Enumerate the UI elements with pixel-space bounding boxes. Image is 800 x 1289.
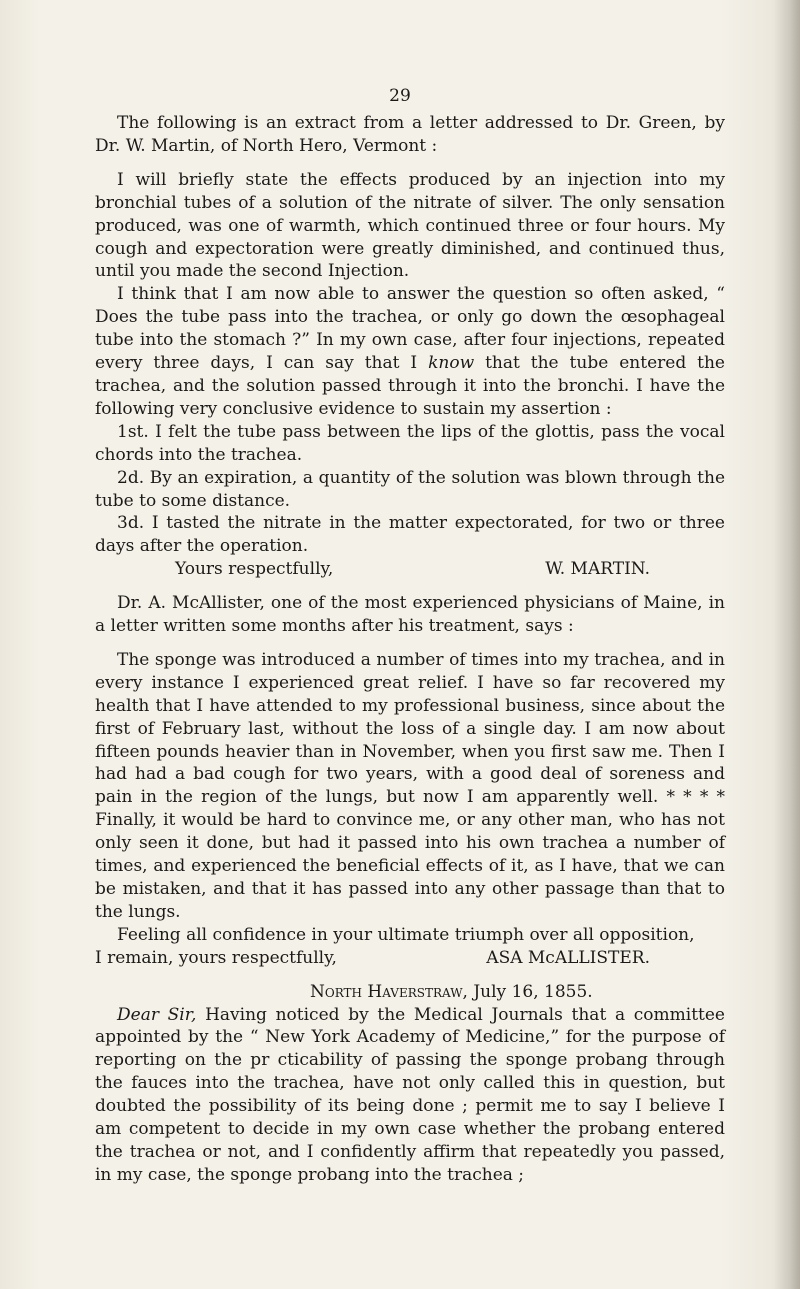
martin-signature-line	[95, 558, 725, 581]
martin-paragraph-2-start: I think that I am now able to answer the question so often asked, “ Does the tube pass into the trachea, or only go down the œsophageal tube into the stomach ?” In my own case, after four injections, repeated every three days, I can say that I	[95, 284, 725, 374]
dateline-place: North Haverstraw	[310, 981, 463, 1002]
page-body	[95, 112, 725, 1187]
third-letter-body	[95, 1004, 725, 1187]
evidence-item-2: 2d. By an expiration, a quantity of the solution was blown through the tube to some distance.	[95, 467, 725, 511]
mcallister-intro: Dr. A. McAllister, one of the most experienced physicians of Maine, in a letter written some months after his treatment, says :	[95, 593, 725, 637]
martin-paragraph-2	[95, 283, 725, 420]
mcallister-signature: ASA McALLISTER.	[486, 947, 650, 968]
evidence-item-1: 1st. I felt the tube pass between the lips of the glottis, pass the vocal chords into the trachea.	[95, 421, 725, 465]
mcallister-letter	[95, 649, 725, 970]
martin-paragraph-2-end: that the tube entered the trachea, and the solution passed through it into the bronchi. I have the following very conclusive evidence to sustain my assertion :	[95, 353, 725, 419]
page-number: 29	[389, 86, 411, 106]
emphasis-know: know	[428, 353, 475, 374]
martin-closing: Yours respectfully,	[175, 559, 334, 580]
mcallister-signature-line	[95, 947, 725, 970]
evidence-item-3: 3d. I tasted the nitrate in the matter expectorated, for two or three days after the operation.	[95, 513, 725, 557]
martin-letter	[95, 169, 725, 581]
dateline	[95, 981, 725, 1004]
page-edge-shadow	[774, 0, 800, 1289]
mcallister-paragraph-1: The sponge was introduced a number of times into my trachea, and in every instance I experienced great relief. I have so far recovered my health that I have attended to my professional business, since about the first of February last, without the loss of a single day. I am now about fifteen pounds heavier than in November, when you first saw me. Then I had had a bad cough for two years, with a good deal of soreness and pain in the region of the lungs, but now I am apparently well. * * * * Finally, it would be hard to convince me, or any other man, who has not only seen it done, but had it passed into his own trachea a number of times, and experienced the beneficial effects of it, as I have, that we can be mistaken, and that it has passed into any other passage than that to the lungs.	[95, 649, 725, 922]
third-letter-text: Having noticed by the Medical Journals that a committee appointed by the “ New York Academy of Medicine,” for the purpose of reporting on the pr cticability of passing the sponge probang through the fauces into the trachea, have not only called this in question, but doubted the possibility of its being done ; permit me to say I believe I am competent to decide in my own case whether the probang entered the trachea or not, and I confidently affirm that repeatedly you passed, in my case, the sponge probang into the trachea ;	[95, 1004, 725, 1185]
salutation: Dear Sir,	[117, 1004, 197, 1025]
dateline-date: , July 16, 1855.	[462, 981, 593, 1002]
martin-signature: W. MARTIN.	[545, 559, 650, 580]
martin-paragraph-1: I will briefly state the effects produced by an injection into my bronchial tubes of a solution of the nitrate of silver. The only sensation produced, was one of warmth, which continued three or four hours. My cough and expectoration were greatly diminished, and continued thus, until you made the second Injection.	[95, 169, 725, 282]
intro-paragraph: The following is an extract from a letter addressed to Dr. Green, by Dr. W. Martin, of North Hero, Vermont :	[95, 113, 725, 156]
mcallister-paragraph-2: Feeling all confidence in your ultimate triumph over all opposition,	[117, 924, 695, 945]
mcallister-closing: I remain, yours respectfully,	[95, 947, 337, 968]
third-letter	[95, 981, 725, 1187]
